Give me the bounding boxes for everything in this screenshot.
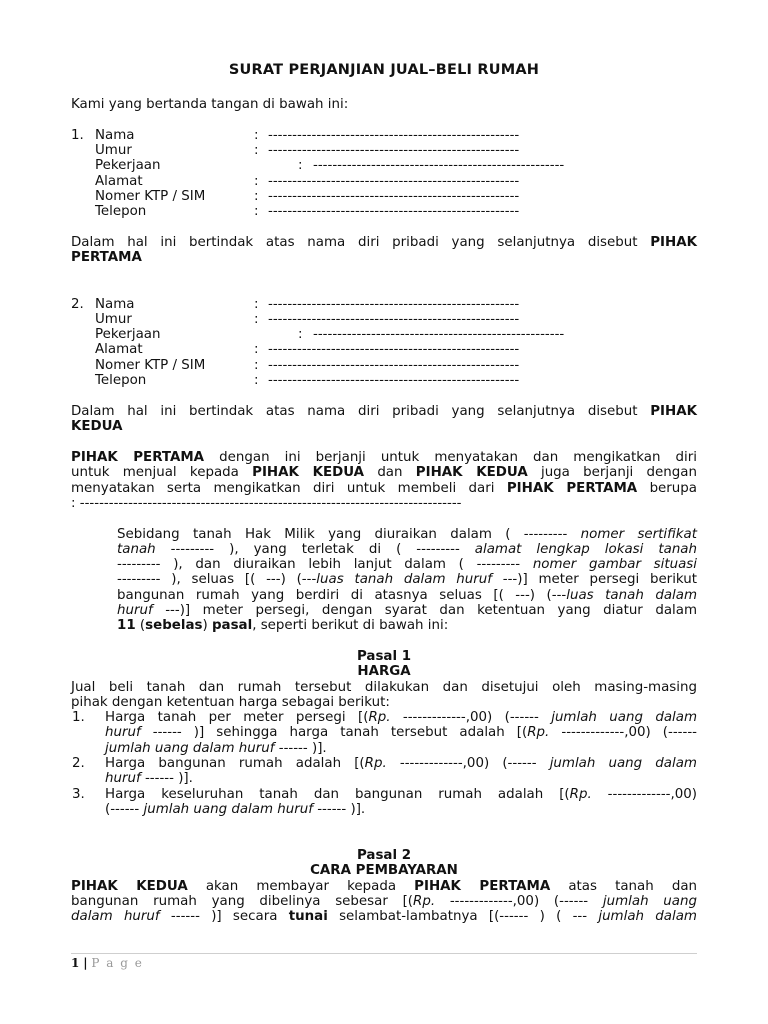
document-title: SURAT PERJANJIAN JUAL–BELI RUMAH bbox=[228, 62, 540, 78]
field-blank: ---------------------------------------------------- bbox=[268, 204, 520, 219]
agreement-line-1: PIHAK PERTAMA dengan ini berjanji untuk menyatakan dan mengikatkan diri bbox=[71, 450, 697, 465]
field-label-umur: Umur bbox=[95, 312, 132, 327]
pasal1-item-number: 1. bbox=[72, 710, 85, 725]
field-blank: ---------------------------------------------------- bbox=[268, 312, 520, 327]
field-colon: : bbox=[254, 373, 259, 388]
field-label-telepon: Telepon bbox=[95, 204, 147, 219]
party1-designation: PERTAMA bbox=[71, 250, 142, 265]
field-label-telepon: Telepon bbox=[95, 373, 147, 388]
field-label-ktp: Nomer KTP / SIM bbox=[95, 358, 206, 373]
field-label-ktp: Nomer KTP / SIM bbox=[95, 189, 206, 204]
field-blank: ---------------------------------------------------- bbox=[268, 189, 520, 204]
pasal2-line-2: bangunan rumah yang dibelinya sebesar [(Rp. -------------,00) (------ jumlah uang bbox=[71, 894, 697, 909]
party2-description: Dalam hal ini bertindak atas nama diri pribadi yang selanjutnya disebut PIHAK bbox=[71, 404, 697, 419]
field-colon: : bbox=[254, 189, 259, 204]
field-colon: : bbox=[298, 327, 303, 342]
field-colon: : bbox=[254, 174, 259, 189]
field-label-nama: Nama bbox=[95, 297, 135, 312]
field-label-alamat: Alamat bbox=[95, 174, 143, 189]
object-line-7: 11 (sebelas) pasal, seperti berikut di bawah ini: bbox=[117, 618, 449, 633]
party2-number: 2. bbox=[71, 297, 84, 312]
field-blank: ---------------------------------------------------- bbox=[268, 373, 520, 388]
field-colon: : bbox=[298, 158, 303, 173]
field-colon: : bbox=[254, 297, 259, 312]
field-blank: ---------------------------------------------------- bbox=[313, 158, 565, 173]
object-line-4: --------- ), seluas [( ---) (---luas tanah dalam huruf ---)] meter persegi berikut bbox=[117, 572, 697, 587]
field-colon: : bbox=[254, 312, 259, 327]
object-line-6: huruf ---)] meter persegi, dengan syarat dan ketentuan yang diatur dalam bbox=[117, 603, 697, 618]
object-line-1: Sebidang tanah Hak Milik yang diuraikan dalam ( --------- nomer sertifikat bbox=[117, 527, 697, 542]
pasal2-line-1: PIHAK KEDUA akan membayar kepada PIHAK PERTAMA atas tanah dan bbox=[71, 879, 698, 894]
page-label: P a g e bbox=[91, 956, 144, 970]
agreement-line-3: menyatakan serta mengikatkan diri untuk membeli dari PIHAK PERTAMA berupa bbox=[71, 481, 697, 496]
object-line-5: bangunan rumah yang berdiri di atasnya seluas [( ---) (---luas tanah dalam bbox=[117, 588, 697, 603]
pasal1-intro-1: Jual beli tanah dan rumah tersebut dilakukan dan disetujui oleh masing-masing bbox=[71, 680, 697, 695]
field-blank: ---------------------------------------------------- bbox=[268, 143, 520, 158]
pasal1-item-1-line-2: huruf ------ )] sehingga harga tanah tersebut adalah [(Rp. -------------,00) (------ bbox=[105, 725, 697, 740]
agreement-line-4: : ------------------------------------------------------------------------------- bbox=[71, 496, 462, 511]
field-colon: : bbox=[254, 342, 259, 357]
field-label-umur: Umur bbox=[95, 143, 132, 158]
footer-separator: | bbox=[83, 956, 88, 970]
pasal1-item-3-line-1: Harga keseluruhan tanah dan bangunan rumah adalah [(Rp. -------------,00) bbox=[105, 787, 698, 802]
field-label-alamat: Alamat bbox=[95, 342, 143, 357]
page-number: 1 bbox=[71, 956, 80, 970]
field-label-pekerjaan: Pekerjaan bbox=[95, 158, 161, 173]
party1-description: Dalam hal ini bertindak atas nama diri pribadi yang selanjutnya disebut PIHAK bbox=[71, 235, 697, 250]
object-line-3: --------- ), dan diuraikan lebih lanjut dalam ( --------- nomer gambar situasi bbox=[117, 557, 697, 572]
page-footer bbox=[71, 956, 143, 970]
pasal1-item-number: 3. bbox=[72, 787, 85, 802]
pasal1-subheading: HARGA bbox=[357, 664, 411, 679]
field-label-pekerjaan: Pekerjaan bbox=[95, 327, 161, 342]
intro-text: Kami yang bertanda tangan di bawah ini: bbox=[71, 97, 349, 112]
pasal1-item-1-line-1: Harga tanah per meter persegi [(Rp. -------------,00) (------ jumlah uang dalam bbox=[105, 710, 697, 725]
field-blank: ---------------------------------------------------- bbox=[313, 327, 565, 342]
pasal1-item-3-line-2: (------ jumlah uang dalam huruf ------ )]. bbox=[105, 802, 366, 817]
field-colon: : bbox=[254, 143, 259, 158]
field-blank: ---------------------------------------------------- bbox=[268, 128, 520, 143]
field-blank: ---------------------------------------------------- bbox=[268, 342, 520, 357]
field-colon: : bbox=[254, 358, 259, 373]
pasal1-item-number: 2. bbox=[72, 756, 85, 771]
field-colon: : bbox=[254, 128, 259, 143]
party1-number: 1. bbox=[71, 128, 84, 143]
pasal2-subheading: CARA PEMBAYARAN bbox=[310, 863, 458, 878]
party2-designation: KEDUA bbox=[71, 419, 123, 434]
field-colon: : bbox=[254, 204, 259, 219]
pasal2-heading: Pasal 2 bbox=[356, 848, 412, 863]
pasal1-heading: Pasal 1 bbox=[356, 649, 412, 664]
pasal1-item-2-line-1: Harga bangunan rumah adalah [(Rp. -------------,00) (------ jumlah uang dalam bbox=[105, 756, 697, 771]
field-blank: ---------------------------------------------------- bbox=[268, 174, 520, 189]
field-blank: ---------------------------------------------------- bbox=[268, 297, 520, 312]
object-line-2: tanah --------- ), yang terletak di ( --------- alamat lengkap lokasi tanah bbox=[117, 542, 698, 557]
field-label-nama: Nama bbox=[95, 128, 135, 143]
agreement-line-2: untuk menjual kepada PIHAK KEDUA dan PIHAK KEDUA juga berjanji dengan bbox=[71, 465, 697, 480]
pasal1-item-2-line-2: huruf ------ )]. bbox=[105, 771, 193, 786]
field-blank: ---------------------------------------------------- bbox=[268, 358, 520, 373]
pasal1-item-1-line-3: jumlah uang dalam huruf ------ )]. bbox=[105, 741, 327, 756]
pasal2-line-3: dalam huruf ------ )] secara tunai selambat-lambatnya [(------ ) ( --- jumlah dalam bbox=[71, 909, 697, 924]
pasal1-intro-2: pihak dengan ketentuan harga sebagai berikut: bbox=[71, 695, 390, 710]
footer-divider bbox=[71, 953, 697, 954]
